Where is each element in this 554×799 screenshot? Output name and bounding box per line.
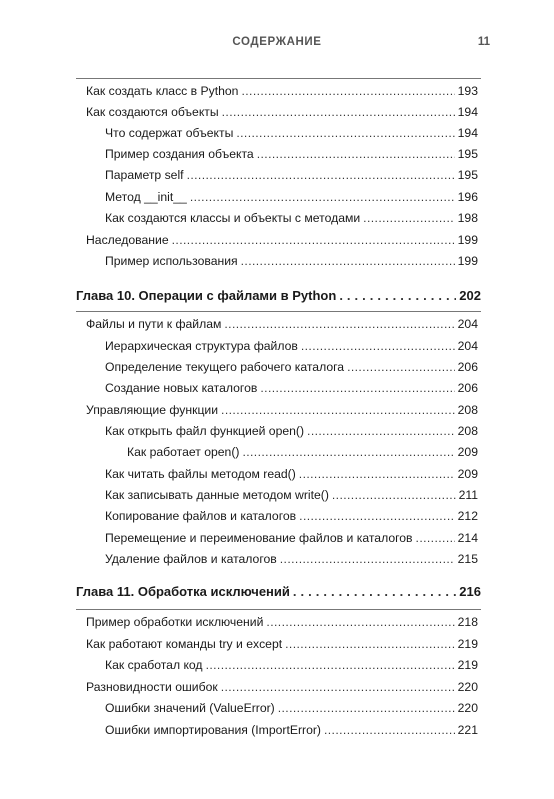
toc-entry-title: Удаление файлов и каталогов	[105, 552, 277, 566]
toc-entry[interactable]	[105, 380, 478, 396]
dot-leader	[241, 253, 455, 269]
dot-leader	[257, 146, 455, 162]
toc-entry[interactable]	[105, 253, 478, 269]
toc-entry-title: Перемещение и переименование файлов и каталогов	[105, 531, 413, 545]
toc-entry[interactable]	[86, 614, 478, 630]
toc-entry-page: 218	[457, 615, 478, 629]
toc-entry-page: 204	[457, 339, 478, 353]
toc-entry-title: Пример обработки исключений	[86, 615, 264, 629]
toc-entry[interactable]	[86, 104, 478, 120]
toc-entry-page: 198	[457, 211, 478, 225]
toc-entry-title: Как создаются классы и объекты с методами	[105, 211, 361, 225]
toc-entry-title: Наследование	[86, 233, 169, 247]
toc-entry-page: 194	[457, 105, 478, 119]
toc-entry[interactable]	[105, 359, 478, 375]
dot-leader	[187, 167, 455, 183]
toc-chapter[interactable]	[76, 583, 481, 601]
toc-entry-page: 216	[459, 584, 481, 599]
toc-entry-title: Что содержат объекты	[105, 126, 234, 140]
toc-entry-title: Ошибки значений (ValueError)	[105, 701, 275, 715]
toc-entry[interactable]	[86, 316, 478, 332]
toc-entry-page: 209	[457, 467, 478, 481]
toc-entry[interactable]	[105, 146, 478, 162]
toc-entry-page: 202	[459, 288, 481, 303]
dot-leader	[280, 551, 455, 567]
toc-entry-title: Определение текущего рабочего каталога	[105, 360, 345, 374]
toc-entry-page: 208	[457, 424, 478, 438]
toc-entry[interactable]	[105, 530, 478, 546]
dot-leader	[301, 338, 455, 354]
toc-entry-page: 214	[457, 531, 478, 545]
toc-entry-page: 195	[457, 168, 478, 182]
dot-leader	[236, 125, 454, 141]
dot-leader	[278, 700, 455, 716]
dot-leader	[241, 83, 454, 99]
toc-entry[interactable]	[105, 125, 478, 141]
toc-entry-title: Как открыть файл функцией open()	[105, 424, 305, 438]
toc-entry-title: Копирование файлов и каталогов	[105, 509, 297, 523]
toc-entry[interactable]	[127, 444, 478, 460]
dot-leader	[221, 679, 455, 695]
dot-leader	[299, 508, 455, 524]
toc-entry-title: Пример создания объекта	[105, 147, 254, 161]
dot-leader	[222, 104, 455, 120]
toc-entry-title: Метод __init__	[105, 190, 187, 204]
toc-entry-title: Разновидности ошибок	[86, 680, 218, 694]
toc-entry-title: Глава 11. Обработка исключений	[76, 584, 290, 599]
toc-entry[interactable]	[86, 636, 478, 652]
toc-entry-page: 220	[457, 680, 478, 694]
toc-entry[interactable]	[105, 423, 478, 439]
toc-entry-page: 211	[458, 488, 478, 502]
toc-entry-page: 206	[457, 381, 478, 395]
dot-leader	[224, 316, 454, 332]
toc-entry-page: 196	[457, 190, 478, 204]
toc-entry-title: Управляющие функции	[86, 403, 219, 417]
toc-entry-page: 199	[457, 233, 478, 247]
toc-entry[interactable]	[105, 487, 478, 503]
toc-entry[interactable]	[105, 466, 478, 482]
toc-entry[interactable]	[105, 210, 478, 226]
toc-entry[interactable]	[86, 402, 478, 418]
toc-entry-title: Как создать класс в Python	[86, 84, 239, 98]
page-header	[0, 36, 554, 54]
toc-entry-page: 194	[457, 126, 478, 140]
toc-entry[interactable]	[105, 338, 478, 354]
toc-entry[interactable]	[105, 508, 478, 524]
toc-entry[interactable]	[86, 679, 478, 695]
toc-entry-page: 199	[457, 254, 478, 268]
toc-entry-page: 219	[457, 658, 478, 672]
dot-leader	[190, 189, 455, 205]
toc-entry-title: Как записывать данные методом write()	[105, 488, 329, 502]
toc-entry[interactable]	[105, 657, 478, 673]
toc-entry-title: Файлы и пути к файлам	[86, 317, 222, 331]
toc-entry-page: 219	[457, 637, 478, 651]
toc-entry-title: Параметр self	[105, 168, 184, 182]
dot-leader	[172, 232, 455, 248]
toc-entry[interactable]	[86, 232, 478, 248]
toc-entry-title: Глава 10. Операции с файлами в Python	[76, 288, 337, 303]
toc-entry-title: Как работает open()	[127, 445, 240, 459]
dot-leader	[221, 402, 455, 418]
toc-entry-title: Иерархическая структура файлов	[105, 339, 298, 353]
dot-leader	[285, 636, 455, 652]
toc-entry[interactable]	[105, 189, 478, 205]
toc-entry[interactable]	[86, 83, 478, 99]
dot-leader	[206, 657, 455, 673]
toc-entry[interactable]	[105, 551, 478, 567]
toc-entry[interactable]	[105, 722, 478, 738]
toc-entry-title: Ошибки импортирования (ImportError)	[105, 723, 321, 737]
toc-entry-page: 209	[457, 445, 478, 459]
dot-leader	[260, 380, 454, 396]
dot-leader	[416, 530, 455, 546]
toc-entry-title: Как читать файлы методом read()	[105, 467, 296, 481]
toc-entry-title: Как сработал код	[105, 658, 203, 672]
toc-entry-title: Пример использования	[105, 254, 238, 268]
toc-entry[interactable]	[105, 700, 478, 716]
toc-entry[interactable]	[105, 167, 478, 183]
toc-entry-page: 206	[457, 360, 478, 374]
toc-entry-page: 220	[457, 701, 478, 715]
dot-leader	[242, 444, 454, 460]
toc-entry-page: 221	[457, 723, 478, 737]
running-title: СОДЕРЖАНИЕ	[232, 36, 322, 48]
dot-leader	[293, 583, 456, 601]
toc-entry-page: 212	[457, 509, 478, 523]
toc-entry-title: Как создаются объекты	[86, 105, 219, 119]
toc-entry-title: Создание новых каталогов	[105, 381, 258, 395]
dot-leader	[307, 423, 455, 439]
toc-entry-page: 215	[457, 552, 478, 566]
dot-leader	[347, 359, 455, 375]
toc-chapter[interactable]	[76, 287, 481, 305]
page-number: 11	[477, 36, 490, 48]
dot-leader	[363, 210, 454, 226]
dot-leader	[299, 466, 455, 482]
toc-entry-page: 204	[457, 317, 478, 331]
section-rule	[76, 609, 481, 610]
toc-entry-page: 208	[457, 403, 478, 417]
toc-entry-page: 193	[457, 84, 478, 98]
dot-leader	[324, 722, 455, 738]
toc-entry-page: 195	[457, 147, 478, 161]
toc-entry-title: Как работают команды try и except	[86, 637, 283, 651]
dot-leader	[332, 487, 456, 503]
dot-leader	[266, 614, 454, 630]
section-rule	[76, 311, 481, 312]
section-rule	[76, 78, 481, 79]
dot-leader	[339, 287, 456, 305]
